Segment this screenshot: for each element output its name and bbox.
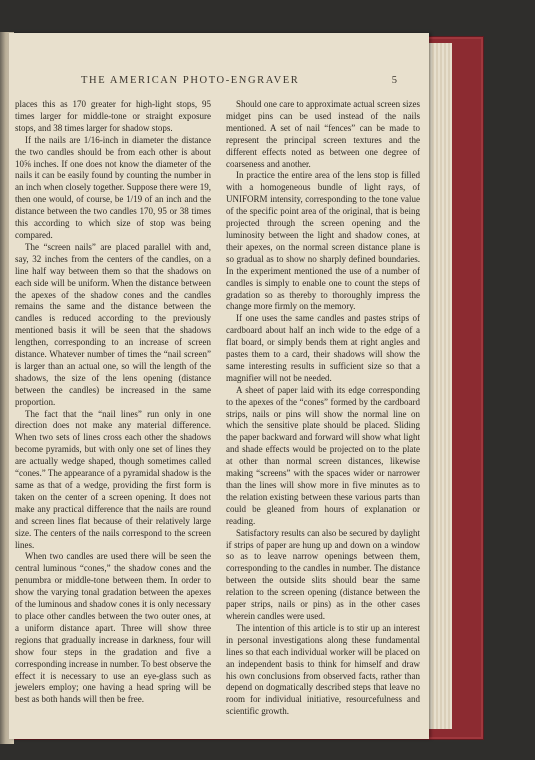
left-column <box>15 99 211 706</box>
paragraph: places this as 170 greater for high-light stops, 95 times larger for middle-tone or straight exposure stops, and 38 times larger for shadow stops. <box>15 99 211 133</box>
paragraph: The intention of this article is to stir up an interest in personal investigations along these fundamental lines so that each individual worker will be placed on an independent basis to think for himself and draw his own conclusions from observed facts, rather than depend on dogmatically described steps that leave no room for individual initiative, resourcefulness and scientific growth. <box>226 622 420 717</box>
page-number: 5 <box>391 75 397 86</box>
paragraph: In practice the entire area of the lens stop is filled with a homogeneous bundle of light rays, of UNIFORM intensity, corresponding to the tone value of the specific point area of the original, that is being projected through the screen opening and the luminosity between the light and shadow cones, at their apexes, on the normal screen distance plane is so gradual as to show no sharply defined boundaries. In the experiment mentioned the use of a number of candles is simply to enable one to count the steps of gradation so as thereby to thoroughly impress the change more firmly on the memory. <box>226 170 420 312</box>
running-title: THE AMERICAN PHOTO-ENGRAVER <box>81 75 300 86</box>
paragraph: A sheet of paper laid with its edge corresponding to the apexes of the “cones” formed by the cardboard strips, nails or pins will show the normal line on which the sensitive plate should be placed. Sliding the paper backward and forward will show what light and shade effects would be projected on to the plate at other than normal screen distances, likewise making “screens” with the spaces wider or narrower than the lines will show more in five minutes as to the relation existing between these various parts than could be gleaned from hours of explanation or reading. <box>226 384 420 526</box>
paragraph: If one uses the same candles and pastes strips of cardboard about half an inch wide to the edge of a flat board, or simply bends them at right angles and pastes them to a card, their shadows will show the same interesting results in sufficient size so that a magnifier will not be needed. <box>226 313 420 383</box>
book-page <box>9 33 429 739</box>
paragraph: The fact that the “nail lines” run only in one direction does not make any material difference. When two sets of lines cross each other the shadows become pyramids, but with only one set of lines they are actually wedge shaped, though sometimes called “cones.” The appearance of a pyramidal shadow is the same as that of a wedge, providing the first form is taken on the center of a screen opening. It does not make any practical difference that the nails are round and screen lines flat because of their relatively large size. The centers of the nails correspond to the screen lines. <box>15 408 211 550</box>
paragraph: If the nails are 1/16-inch in diameter the distance the two candles should be from each other is about 10⅝ inches. If one does not know the diameter of the nails it can be easily found by counting the number in an inch when closely together. Suppose there were 19, then one would, of course, be 1/19 of an inch and the distance between the two candles 170, 95 or 38 times this according to which size of stop was being compared. <box>15 134 211 240</box>
paragraph: Satisfactory results can also be secured by daylight if strips of paper are hung up and down on a window so as to leave narrow openings between them, corresponding to the candles in number. The distance between the outside slits should bear the same relation to the screen opening (distance between the paper strips, nails or pins) as in the other cases wherein candles were used. <box>226 527 420 621</box>
paragraph: Should one care to approximate actual screen sizes midget pins can be used instead of the nails mentioned. A set of nail “fences” can be made to represent the principal screen textures and the different effects noted as between one degree of coarseness and another. <box>226 99 420 169</box>
right-column <box>226 99 420 718</box>
paragraph: When two candles are used there will be seen the central luminous “cones,” the shadow cones and the penumbra or middle-tone between them. In order to show the varying tonal gradation between the apexes of the luminous and shadow cones it is only necessary to place other candles between the two outer ones, at a uniform distance apart. Three will show three regions that gradually increase in darkness, four will show four steps in the gradation and five a corresponding increase in number. To best observe the effect it is necessary to use an eye-glass such as jewelers employ; one having a head spring will be best as both hands will then be free. <box>15 551 211 705</box>
running-header <box>9 75 429 91</box>
paragraph: The “screen nails” are placed parallel with and, say, 32 inches from the centers of the candles, on a line half way between them so that the shadows on each side will be uniform. When the distance between the apexes of the shadow cones and the candles remains the same and the distance between the candles is reduced according to the previously mentioned basis it will be seen that the shadows lengthen, corresponding to an increase of screen distance. Whatever number of times the “nail screen” is larger than an actual one, so will the length of the shadows, the size of the lens opening (distance between the candles) be increased in the same proportion. <box>15 241 211 407</box>
